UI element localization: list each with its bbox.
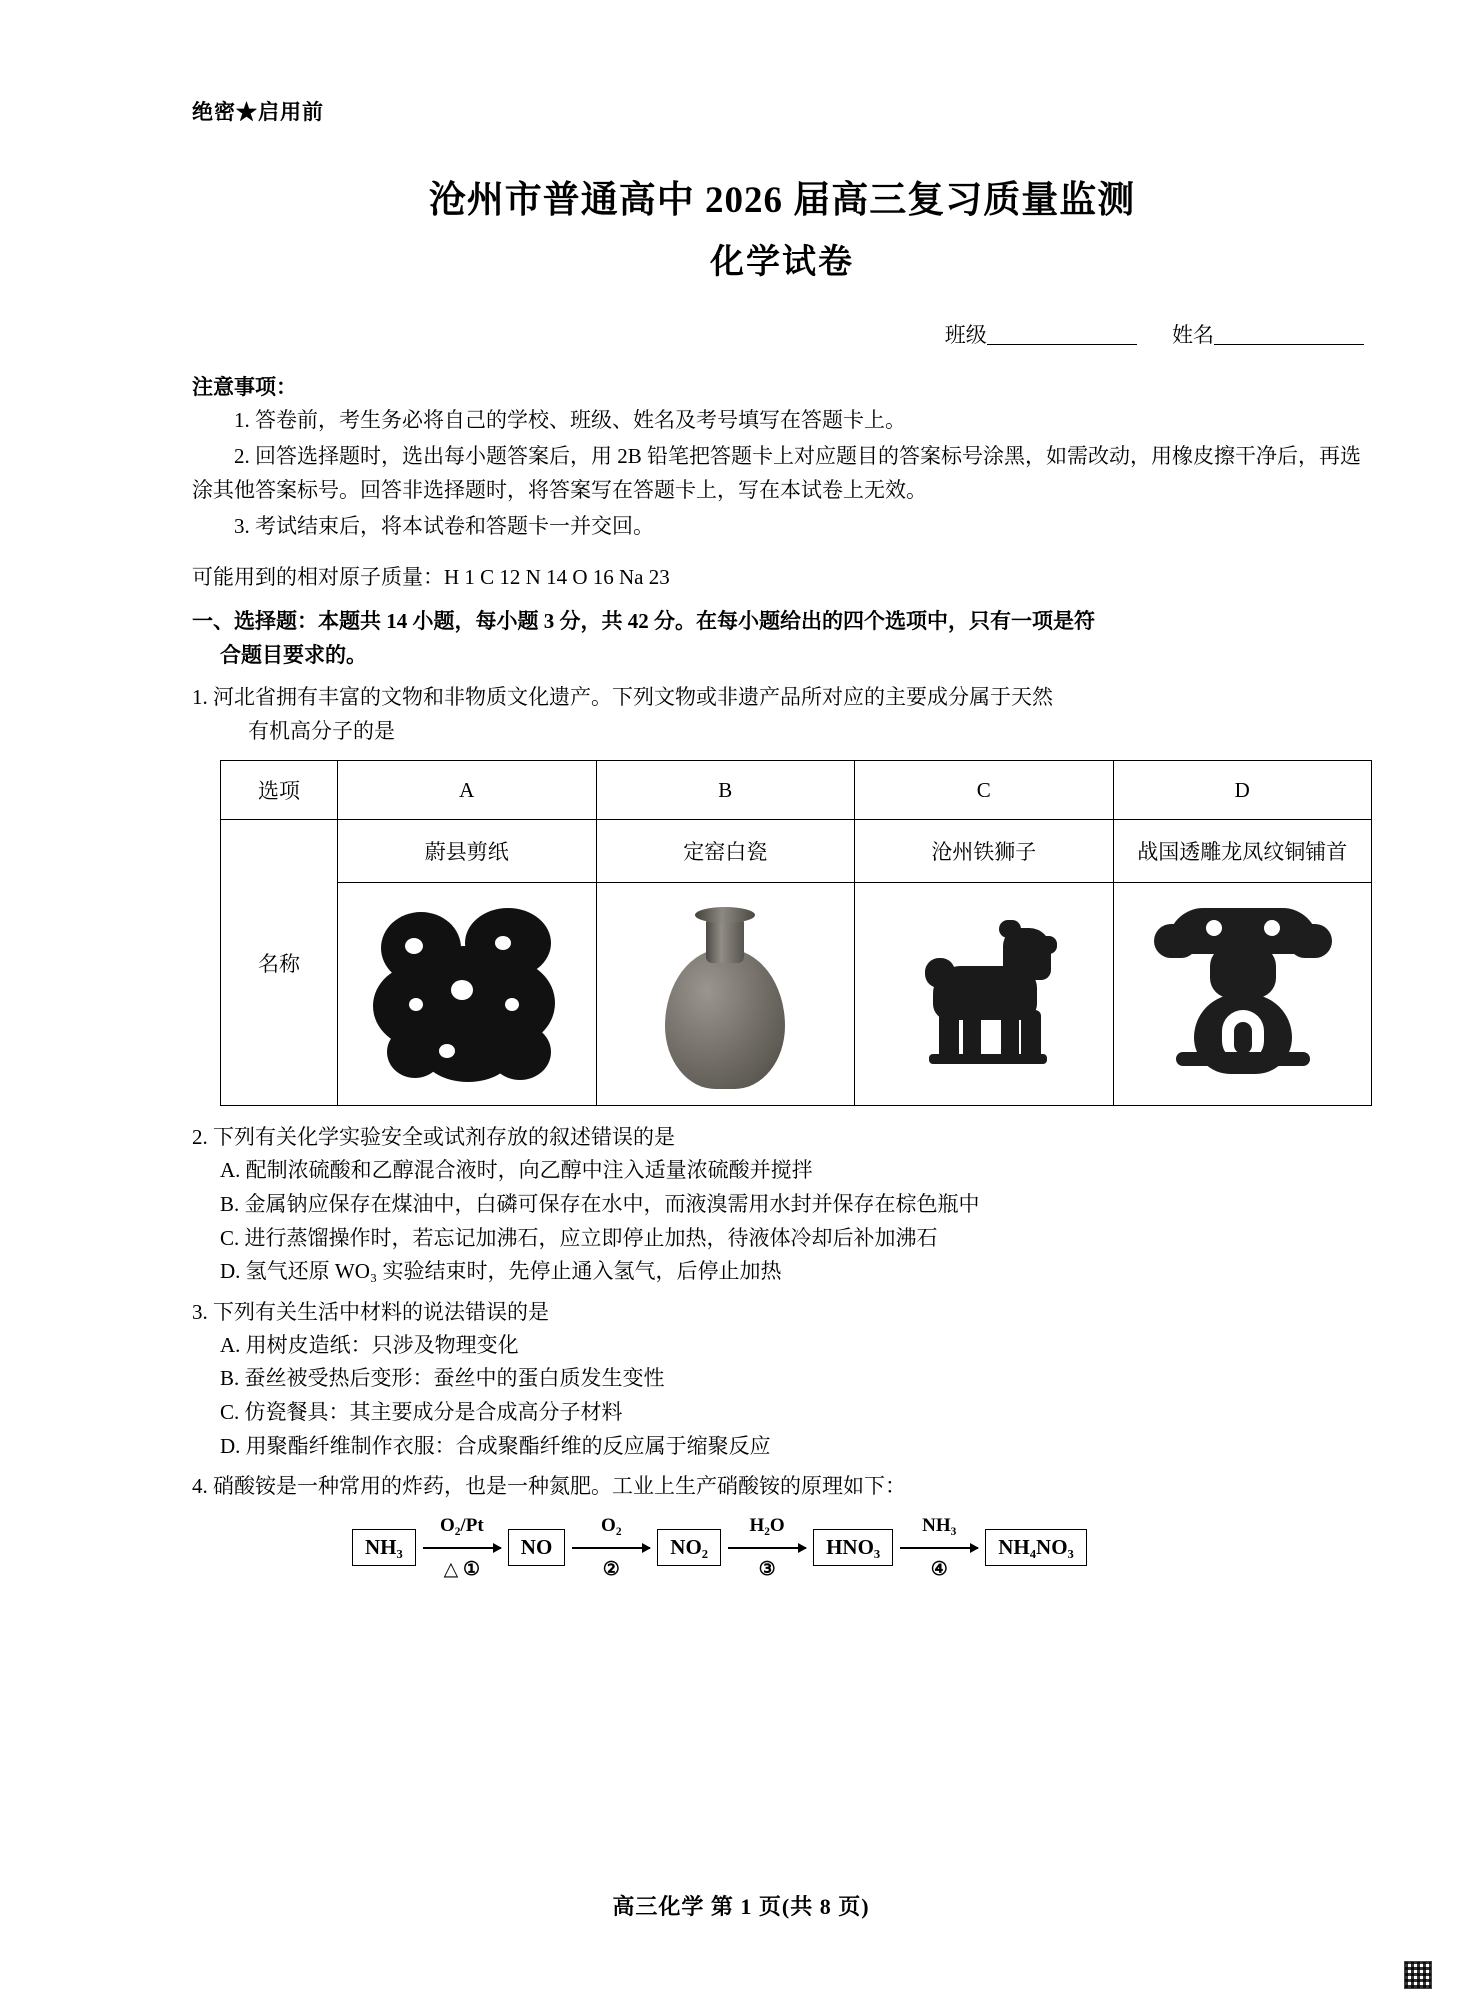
lion-art-icon [899, 914, 1069, 1074]
question-2-option-a[interactable]: A. 配制浓硫酸和乙醇混合液时，向乙醇中注入适量浓硫酸并搅拌 [220, 1158, 813, 1183]
class-field [945, 319, 1137, 349]
section-heading-line1: 一、选择题：本题共 14 小题，每小题 3 分，共 42 分。在每小题给出的四个选项中，只有一项是符 [192, 609, 1095, 634]
question-4-stem: 硝酸铵是一种常用的炸药，也是一种氮肥。工业上生产硝酸铵的原理如下： [213, 1474, 906, 1499]
table-row-names [221, 820, 1372, 883]
flow-arrow-1-below: △ ① [443, 1559, 480, 1581]
student-fields [192, 319, 1372, 349]
table-name-c: 沧州铁狮子 [855, 820, 1114, 883]
table-row-images [221, 883, 1372, 1106]
question-1-stem-line2: 有机高分子的是 [248, 719, 395, 744]
table-name-b: 定窑白瓷 [596, 820, 855, 883]
ammonia-flow-diagram [352, 1515, 1372, 1581]
class-field-line[interactable] [987, 324, 1137, 345]
question-2-option-d[interactable]: D. 氢气还原 WO₃ 实验结束时，先停止通入氢气，后停止加热 [220, 1259, 782, 1284]
page-subtitle: 化学试卷 [710, 243, 854, 281]
page-title: 沧州市普通高中 2026 届高三复习质量监测 [428, 180, 1136, 221]
bronze-relief-image [1114, 885, 1372, 1103]
table-option-c: C [855, 761, 1114, 820]
flow-arrow-2-above: O₂ [601, 1515, 622, 1537]
table-header-option: 选项 [221, 761, 338, 820]
flow-arrow-3-above: H₂O [749, 1515, 785, 1537]
papercut-image [338, 885, 596, 1103]
question-4 [192, 1469, 1372, 1503]
table-name-a: 蔚县剪纸 [338, 820, 597, 883]
table-header-name-label: 名称 [258, 951, 300, 976]
question-4-number: 4. [192, 1474, 208, 1499]
table-image-a-cell [338, 883, 597, 1106]
question-1-stem-line1: 河北省拥有丰富的文物和非物质文化遗产。下列文物或非遗产品所对应的主要成分属于天然 [213, 685, 1053, 710]
papercut-art-icon [369, 902, 564, 1087]
section-heading-line2: 合题目要求的。 [220, 643, 367, 668]
watermark-stamp [1404, 1961, 1468, 1989]
notice-item-2: 2. 回答选择题时，选出每小题答案后，用 2B 铅笔把答题卡上对应题目的答案标号涂黑，如需改动，用橡皮擦干净后，再选涂其他答案标号。回答非选择题时，将答案写在答题卡上，写在本试卷上无效。 [192, 443, 1362, 502]
name-field-label: 姓名 [1172, 322, 1214, 347]
atomic-mass-note: 可能用到的相对原子质量：H 1 C 12 N 14 O 16 Na 23 [192, 564, 670, 589]
section-heading [192, 604, 1372, 672]
flow-arrow-2-line [572, 1547, 650, 1549]
page-content [192, 96, 1372, 1581]
vase-art-icon [665, 899, 785, 1089]
table-option-d: D [1113, 761, 1372, 820]
table-option-a: A [338, 761, 597, 820]
flow-box-nh3: NH₃ [352, 1529, 416, 1566]
relief-art-icon [1150, 902, 1335, 1087]
flow-arrow-2-below: ② [602, 1559, 620, 1581]
flow-box-no2: NO₂ [657, 1529, 721, 1566]
name-field [1172, 319, 1364, 349]
flow-arrow-3-below: ③ [758, 1559, 776, 1581]
table-row-options [221, 761, 1372, 820]
notice-title: 注意事项： [192, 374, 297, 399]
question-3-option-c[interactable]: C. 仿瓷餐具：其主要成分是合成高分子材料 [220, 1399, 623, 1424]
question-2-option-b[interactable]: B. 金属钠应保存在煤油中，白磷可保存在水中，而液溴需用水封并保存在棕色瓶中 [220, 1191, 980, 1216]
table-header-name [221, 820, 338, 1106]
question-1 [192, 680, 1372, 748]
flow-arrow-3 [721, 1515, 813, 1581]
flow-arrow-1 [416, 1515, 508, 1581]
qr-code-icon [1404, 1961, 1432, 1989]
question-2-option-c[interactable]: C. 进行蒸馏操作时，若忘记加沸石，应立即停止加热，待液体冷却后补加沸石 [220, 1225, 938, 1250]
flow-arrow-3-line [728, 1547, 806, 1549]
name-field-line[interactable] [1214, 324, 1364, 345]
question-3 [192, 1295, 1372, 1329]
question-2 [192, 1120, 1372, 1154]
flow-arrow-2 [565, 1515, 657, 1581]
notice-item-1: 1. 答卷前，考生务必将自己的学校、班级、姓名及考号填写在答题卡上。 [234, 407, 906, 432]
table-option-b: B [596, 761, 855, 820]
relics-table [220, 760, 1372, 1106]
flow-arrow-1-line [423, 1547, 501, 1549]
table-image-c-cell [855, 883, 1114, 1106]
table-image-b-cell [596, 883, 855, 1106]
secret-label: 绝密★启用前 [192, 100, 324, 124]
flow-box-nh4no3: NH₄NO₃ [985, 1529, 1087, 1566]
table-image-d-cell [1113, 883, 1372, 1106]
question-3-option-b[interactable]: B. 蚕丝被受热后变形：蚕丝中的蛋白质发生变性 [220, 1366, 665, 1391]
question-3-option-d[interactable]: D. 用聚酯纤维制作衣服：合成聚酯纤维的反应属于缩聚反应 [220, 1433, 771, 1458]
flow-arrow-1-above: O₂/Pt [439, 1515, 484, 1537]
flow-arrow-4-line [900, 1547, 978, 1549]
flow-arrow-4-below: ④ [930, 1559, 948, 1581]
notice-item-3: 3. 考试结束后，将本试卷和答题卡一并交回。 [234, 513, 654, 538]
flow-box-no: NO [508, 1529, 566, 1566]
question-2-stem: 下列有关化学实验安全或试剂存放的叙述错误的是 [213, 1125, 675, 1150]
question-3-option-a[interactable]: A. 用树皮造纸：只涉及物理变化 [220, 1332, 519, 1357]
porcelain-vase-image [597, 885, 855, 1103]
page-footer: 高三化学 第 1 页(共 8 页) [612, 1894, 870, 1919]
question-1-number: 1. [192, 685, 208, 710]
table-name-d: 战国透雕龙凤纹铜铺首 [1113, 820, 1372, 883]
class-field-label: 班级 [944, 322, 987, 347]
flow-box-hno3: HNO₃ [813, 1529, 893, 1566]
question-2-number: 2. [192, 1125, 208, 1150]
iron-lion-image [855, 885, 1113, 1103]
flow-arrow-4-above: NH₃ [922, 1515, 957, 1537]
question-3-stem: 下列有关生活中材料的说法错误的是 [213, 1299, 549, 1324]
flow-arrow-4 [893, 1515, 985, 1581]
question-3-number: 3. [192, 1299, 208, 1324]
